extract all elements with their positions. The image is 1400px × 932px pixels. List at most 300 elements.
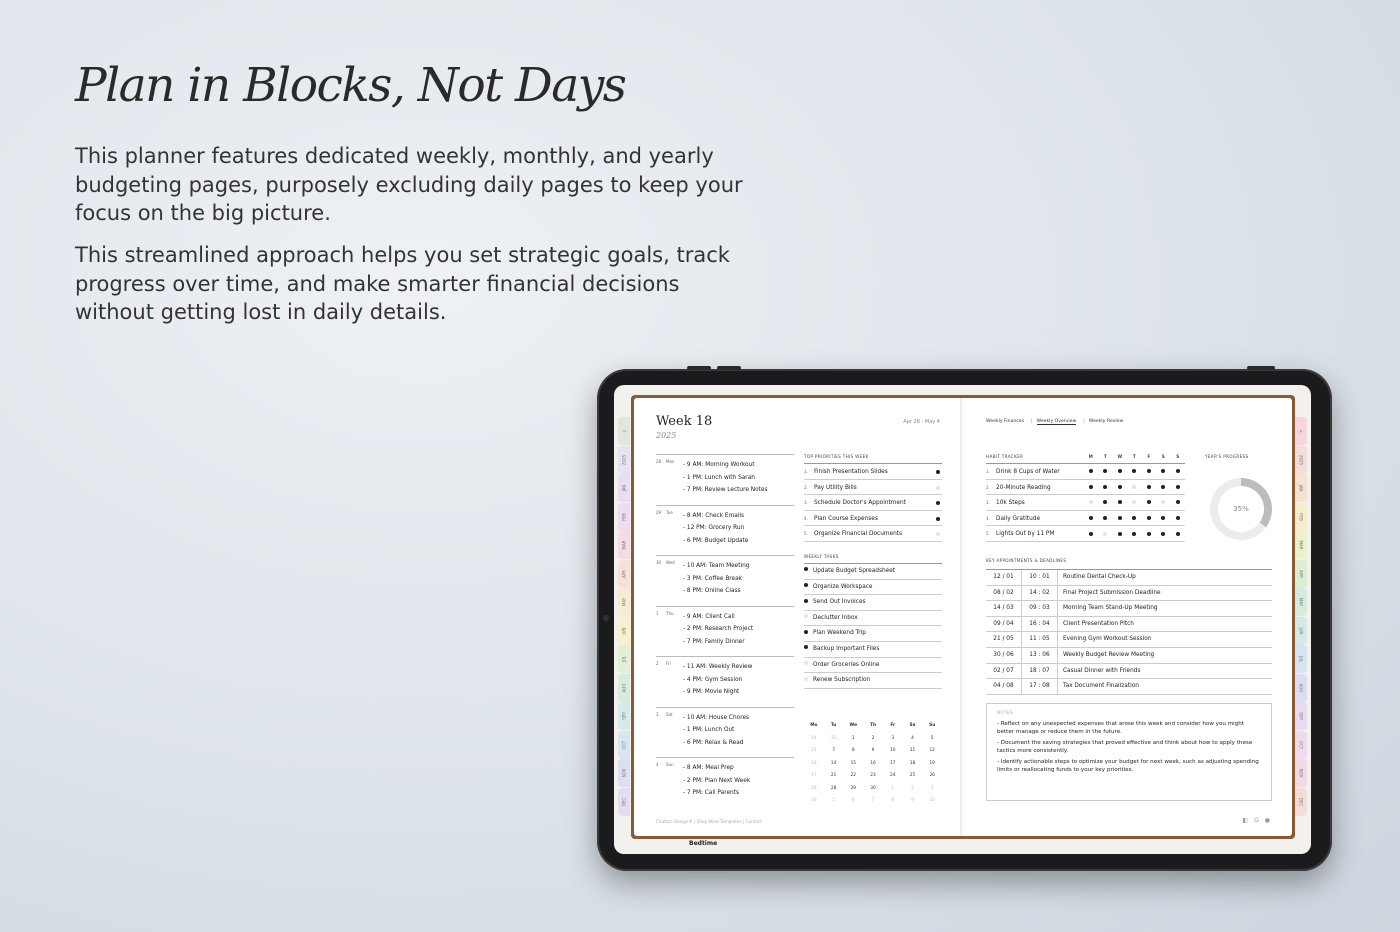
habit-cell[interactable] bbox=[1127, 511, 1142, 526]
day-block[interactable] bbox=[656, 606, 794, 657]
habit-dot bbox=[1161, 532, 1165, 536]
month-tab-jul-left[interactable] bbox=[618, 645, 630, 673]
event-item: - 8 AM: Meal Prep bbox=[683, 765, 734, 771]
calendar-day[interactable]: 9 bbox=[871, 748, 875, 753]
habit-number: 4. bbox=[986, 515, 990, 521]
day-block[interactable] bbox=[656, 555, 794, 606]
priority-label: Finish Presentation Slides bbox=[814, 469, 888, 475]
footer-icons bbox=[1242, 817, 1270, 824]
tab-label: JUL bbox=[621, 655, 627, 663]
habit-cell[interactable] bbox=[1156, 495, 1171, 510]
priority-number: 4. bbox=[804, 515, 808, 521]
month-tab-nov-left[interactable] bbox=[618, 759, 630, 787]
month-tab-oct-left[interactable] bbox=[618, 731, 630, 759]
habit-label-wrap bbox=[986, 480, 1084, 495]
task-check[interactable] bbox=[804, 645, 808, 649]
habit-dot bbox=[1132, 469, 1136, 473]
habit-cell[interactable] bbox=[1127, 480, 1142, 495]
calendar-day[interactable]: 19 bbox=[929, 760, 935, 766]
calendar-day[interactable]: 30 bbox=[870, 785, 876, 791]
habit-cell[interactable] bbox=[1084, 511, 1099, 526]
habit-cell[interactable] bbox=[1156, 526, 1171, 541]
day-number: 28 bbox=[656, 459, 662, 464]
weekday-label: Th bbox=[870, 723, 877, 728]
habit-dot bbox=[1147, 532, 1151, 536]
habit-number: 5. bbox=[986, 531, 990, 537]
calendar-day[interactable]: 1 bbox=[851, 735, 855, 741]
month-tab-oct-right[interactable] bbox=[1295, 731, 1307, 759]
goodnotes-icon[interactable]: G bbox=[1254, 817, 1259, 824]
habit-day-label: W bbox=[1117, 454, 1123, 459]
calendar-row bbox=[804, 745, 942, 758]
day-block[interactable] bbox=[656, 505, 794, 556]
priority-item[interactable] bbox=[804, 480, 942, 496]
month-tab-dec-left[interactable] bbox=[618, 788, 630, 816]
tab-label: SEP bbox=[1298, 712, 1304, 720]
task-check[interactable] bbox=[804, 567, 808, 571]
habit-day-label: F bbox=[1147, 454, 1151, 459]
habit-day-label: M bbox=[1088, 454, 1093, 459]
appointment-row[interactable] bbox=[986, 601, 1272, 617]
month-tab-sep-right[interactable] bbox=[1295, 702, 1307, 730]
tablet-device bbox=[597, 369, 1332, 871]
day-number: 29 bbox=[656, 509, 662, 515]
calendar-day[interactable]: 18 bbox=[811, 785, 817, 791]
habit-dot bbox=[1161, 469, 1165, 473]
tab-label: AUG bbox=[1298, 683, 1304, 692]
habit-dot bbox=[1176, 532, 1180, 536]
habit-dot bbox=[1132, 485, 1136, 489]
calendar-day[interactable]: 16 bbox=[870, 760, 876, 766]
habit-cell[interactable] bbox=[1127, 526, 1142, 541]
tab-label: MAR bbox=[621, 540, 627, 550]
task-check[interactable] bbox=[804, 661, 808, 665]
appointment-event: Routine Dental Check-Up bbox=[1063, 574, 1136, 580]
habit-cell[interactable] bbox=[1084, 526, 1099, 541]
habit-tracker bbox=[986, 454, 1185, 542]
appointment-time: 10 : 01 bbox=[1022, 570, 1058, 585]
habit-cell[interactable] bbox=[1113, 480, 1128, 495]
tab-label: DEC bbox=[1298, 797, 1304, 806]
appointment-row[interactable] bbox=[986, 664, 1272, 680]
month-tab-nov-right[interactable] bbox=[1295, 759, 1307, 787]
calendar-day[interactable]: 23 bbox=[870, 773, 876, 778]
month-tab-may-right[interactable] bbox=[1295, 588, 1307, 616]
appointment-event: Evening Gym Workout Session bbox=[1063, 636, 1152, 643]
tab-label: SEP bbox=[621, 712, 627, 720]
tab-label: FEB bbox=[1298, 512, 1304, 521]
calendar-row bbox=[804, 795, 942, 808]
habit-cell[interactable] bbox=[1171, 464, 1186, 479]
weekday-label: Mo bbox=[810, 723, 818, 728]
intro-paragraph: This planner features dedicated weekly, monthly, and yearly budgeting pages, purposely excluding daily pages to keep your focus on the big picture. bbox=[75, 144, 743, 225]
habit-dot bbox=[1132, 500, 1136, 504]
month-tab-may-left[interactable] bbox=[618, 588, 630, 616]
habit-cell[interactable] bbox=[1156, 480, 1171, 495]
day-number: 1 bbox=[656, 610, 659, 616]
habit-cell[interactable] bbox=[1084, 495, 1099, 510]
habit-dot bbox=[1103, 469, 1107, 473]
appointment-date: 21 / 05 bbox=[986, 632, 1022, 647]
day-name: Mon bbox=[666, 459, 675, 464]
calendar-day[interactable]: 8 bbox=[851, 748, 855, 753]
tab-label: JUL bbox=[1298, 655, 1304, 663]
task-label: Update Budget Spreadsheet bbox=[813, 567, 896, 574]
day-block[interactable] bbox=[656, 757, 794, 808]
habit-row bbox=[986, 480, 1185, 496]
appointment-event: Weekly Budget Review Meeting bbox=[1063, 651, 1155, 658]
task-item[interactable] bbox=[804, 673, 942, 689]
month-tab-apr-left[interactable] bbox=[618, 560, 630, 588]
weekday-label: Su bbox=[929, 723, 936, 728]
appointments-heading: KEY APPOINTMENTS & DEADLINES bbox=[986, 558, 1272, 570]
calendar-day[interactable]: 11 bbox=[909, 748, 916, 753]
tab-label: JAN bbox=[1298, 484, 1304, 492]
calendar-day[interactable]: 14 bbox=[811, 735, 817, 741]
month-tab-2025-right[interactable] bbox=[1295, 446, 1307, 474]
calendar-day[interactable]: 2 bbox=[871, 735, 875, 741]
habit-cell[interactable] bbox=[1127, 495, 1142, 510]
habit-dot bbox=[1103, 516, 1107, 520]
habit-label: 20-Minute Reading bbox=[996, 484, 1051, 491]
calendar-day[interactable]: 15 bbox=[850, 760, 857, 766]
priority-item[interactable] bbox=[804, 511, 942, 527]
habit-cell[interactable] bbox=[1127, 464, 1142, 479]
appointment-row[interactable] bbox=[986, 586, 1272, 602]
calendar-day[interactable]: 31 bbox=[830, 735, 837, 741]
calendar-day[interactable]: 17 bbox=[890, 760, 896, 766]
calendar-day[interactable]: 25 bbox=[909, 773, 916, 778]
appointment-row[interactable] bbox=[986, 632, 1272, 648]
habit-dot bbox=[1176, 469, 1180, 473]
tab-label: APR bbox=[1298, 569, 1304, 578]
calendar-day[interactable]: 7 bbox=[832, 748, 835, 753]
priority-item[interactable] bbox=[804, 464, 942, 480]
calendar-day[interactable]: 6 bbox=[851, 798, 855, 803]
task-check[interactable] bbox=[804, 614, 808, 618]
task-label: Plan Weekend Trip bbox=[813, 630, 866, 637]
event-item: - 1 PM: Lunch with Sarah bbox=[683, 474, 755, 481]
nav-separator: | bbox=[1083, 419, 1085, 424]
priority-label: Organize Financial Documents bbox=[814, 531, 903, 538]
calendar-day[interactable]: 5 bbox=[930, 735, 934, 741]
event-item: - 6 PM: Budget Update bbox=[683, 537, 749, 544]
calendar-day[interactable]: 26 bbox=[929, 773, 935, 778]
appointment-date: 14 / 03 bbox=[986, 601, 1022, 616]
month-tab-jun-left[interactable] bbox=[618, 617, 630, 645]
habit-dot bbox=[1118, 485, 1122, 489]
task-item[interactable] bbox=[804, 580, 942, 596]
tab-label: MAY bbox=[621, 597, 627, 607]
apple-icon[interactable]: ● bbox=[1264, 817, 1270, 824]
appointment-row[interactable] bbox=[986, 679, 1272, 695]
weekday-label: We bbox=[849, 723, 858, 728]
event-item: - 9 PM: Movie Night bbox=[683, 689, 740, 696]
calendar-day[interactable]: 10 bbox=[929, 798, 935, 803]
day-number: 4 bbox=[656, 762, 659, 767]
habit-label-wrap bbox=[986, 511, 1084, 526]
calendar-row bbox=[804, 733, 942, 746]
calendar-day[interactable]: 17 bbox=[811, 773, 817, 778]
month-tab-apr-right[interactable] bbox=[1295, 560, 1307, 588]
calendar-day[interactable]: 3 bbox=[891, 735, 895, 741]
calendar-row bbox=[804, 770, 942, 783]
priority-check[interactable] bbox=[936, 517, 940, 521]
month-tab-home-right[interactable] bbox=[1295, 417, 1307, 445]
calendar-day[interactable]: 22 bbox=[850, 773, 857, 778]
calendar-day[interactable]: 24 bbox=[890, 773, 896, 778]
habit-dot bbox=[1118, 532, 1122, 536]
appointment-time: 16 : 04 bbox=[1022, 617, 1058, 632]
month-tab-mar-left[interactable] bbox=[618, 531, 630, 559]
month-tab-jan-left[interactable] bbox=[618, 474, 630, 502]
tab-label: DEC bbox=[621, 797, 627, 806]
tab-label: 2025 bbox=[621, 454, 627, 465]
month-tab-sep-left[interactable] bbox=[618, 702, 630, 730]
event-item: - 8 AM: Check Emails bbox=[683, 512, 745, 519]
page-nav bbox=[986, 419, 1126, 424]
task-item[interactable] bbox=[804, 626, 942, 642]
appointment-time: 18 : 07 bbox=[1022, 664, 1058, 679]
appointment-time: 14 : 02 bbox=[1022, 586, 1058, 601]
priority-item[interactable] bbox=[804, 526, 942, 542]
habit-cell[interactable] bbox=[1098, 464, 1113, 479]
task-item[interactable] bbox=[804, 564, 942, 580]
notability-icon[interactable]: ◧ bbox=[1242, 817, 1249, 824]
priority-check[interactable] bbox=[936, 501, 940, 505]
tab-label: MAY bbox=[1298, 597, 1304, 607]
priority-check[interactable] bbox=[936, 470, 940, 474]
task-item[interactable] bbox=[804, 642, 942, 658]
task-check[interactable] bbox=[804, 630, 808, 634]
habit-cell[interactable] bbox=[1156, 511, 1171, 526]
appointment-time: 11 : 05 bbox=[1022, 632, 1058, 647]
month-tab-2025-left[interactable] bbox=[618, 446, 630, 474]
calendar-day[interactable]: 15 bbox=[811, 748, 817, 753]
priority-check[interactable] bbox=[936, 532, 940, 536]
task-label: Order Groceries Online bbox=[813, 661, 880, 668]
calendar-day[interactable]: 8 bbox=[891, 798, 895, 803]
weekday-label: Sa bbox=[909, 723, 916, 728]
weekday-label: Tu bbox=[830, 723, 837, 728]
month-tab-aug-right[interactable] bbox=[1295, 674, 1307, 702]
calendar-day[interactable]: 14 bbox=[830, 760, 837, 766]
calendar-day[interactable]: 21 bbox=[830, 773, 837, 778]
task-check[interactable] bbox=[804, 583, 808, 587]
task-item[interactable] bbox=[804, 658, 942, 674]
habit-number: 1. bbox=[986, 469, 990, 474]
appointment-date: 02 / 07 bbox=[986, 664, 1022, 679]
appointment-time: 17 : 08 bbox=[1022, 679, 1058, 694]
task-check[interactable] bbox=[804, 677, 808, 681]
month-tab-jan-right[interactable] bbox=[1295, 474, 1307, 502]
tab-label: OCT bbox=[1298, 740, 1304, 749]
priority-item[interactable] bbox=[804, 495, 942, 511]
power-button bbox=[1247, 366, 1275, 370]
habit-cell[interactable] bbox=[1084, 480, 1099, 495]
nav-link[interactable]: Weekly Review bbox=[1088, 419, 1124, 424]
appointment-row[interactable] bbox=[986, 570, 1272, 586]
note-item: - Document the saving strategies that proved effective and think about how to apply these tactics more consistently. bbox=[997, 740, 1253, 754]
event-item: - 2 PM: Research Project bbox=[683, 626, 754, 633]
day-name: Fri bbox=[666, 661, 671, 666]
habit-cell[interactable] bbox=[1171, 526, 1186, 541]
calendar-day[interactable]: 4 bbox=[911, 735, 914, 741]
habit-cell[interactable] bbox=[1113, 464, 1128, 479]
priority-check[interactable] bbox=[936, 486, 940, 490]
habit-cell[interactable] bbox=[1171, 495, 1186, 510]
habit-cell[interactable] bbox=[1113, 526, 1128, 541]
event-item: - 7 PM: Call Parents bbox=[683, 790, 739, 797]
habit-dot bbox=[1118, 500, 1122, 504]
headline: Plan in Blocks, Not Days bbox=[75, 58, 626, 113]
habit-cell[interactable] bbox=[1142, 495, 1157, 510]
day-block[interactable] bbox=[656, 454, 794, 505]
habit-cell[interactable] bbox=[1142, 526, 1157, 541]
habit-dot bbox=[1089, 500, 1093, 504]
calendar-day[interactable]: 3 bbox=[930, 785, 934, 791]
event-item: - 10 AM: House Chores bbox=[683, 714, 750, 721]
appointment-event: Client Presentation Pitch bbox=[1063, 620, 1134, 627]
day-number: 3 bbox=[656, 711, 659, 717]
nav-link[interactable]: Weekly Finances bbox=[986, 419, 1025, 424]
day-name: Wed bbox=[666, 560, 675, 565]
habit-cell[interactable] bbox=[1156, 464, 1171, 479]
notes-box[interactable] bbox=[986, 703, 1272, 801]
month-tab-feb-right[interactable] bbox=[1295, 503, 1307, 531]
habit-dot bbox=[1176, 485, 1180, 489]
month-tab-aug-left[interactable] bbox=[618, 674, 630, 702]
habit-cell[interactable] bbox=[1142, 511, 1157, 526]
event-item: - 7 PM: Family Dinner bbox=[683, 638, 745, 645]
tablet-screen bbox=[614, 385, 1311, 854]
habit-cell[interactable] bbox=[1084, 464, 1099, 479]
habit-cell[interactable] bbox=[1113, 495, 1128, 510]
month-tab-mar-right[interactable] bbox=[1295, 531, 1307, 559]
volume-button bbox=[717, 366, 741, 370]
habit-day-label: T bbox=[1132, 454, 1136, 459]
habit-dot bbox=[1089, 516, 1093, 520]
habit-dot bbox=[1161, 516, 1165, 520]
task-label: Backup Important Files bbox=[813, 645, 880, 652]
habit-row bbox=[986, 526, 1185, 542]
calendar-day[interactable]: 28 bbox=[830, 785, 837, 791]
tab-label: FEB bbox=[621, 512, 627, 521]
habit-cell[interactable] bbox=[1113, 511, 1128, 526]
task-check[interactable] bbox=[804, 599, 808, 603]
habit-dot bbox=[1147, 516, 1151, 520]
event-item: - 7 PM: Review Lecture Notes bbox=[683, 487, 768, 494]
day-block[interactable] bbox=[656, 707, 794, 758]
day-number: 2 bbox=[656, 661, 659, 666]
appointment-row[interactable] bbox=[986, 617, 1272, 633]
home-icon: ⌂ bbox=[621, 429, 627, 433]
calendar-day[interactable]: 10 bbox=[890, 748, 896, 753]
task-item[interactable] bbox=[804, 611, 942, 627]
calendar-day[interactable]: 19 bbox=[811, 798, 817, 803]
task-label: Send Out Invoices bbox=[813, 599, 866, 606]
month-tabs-left bbox=[618, 417, 630, 816]
calendar-day[interactable]: 18 bbox=[909, 760, 916, 766]
habit-day-label: T bbox=[1103, 454, 1107, 459]
nav-link[interactable]: Weekly Overview bbox=[1036, 419, 1077, 424]
calendar-day[interactable]: 16 bbox=[811, 760, 817, 766]
week-range: Apr 28 - May 4 bbox=[903, 419, 940, 425]
calendar-day[interactable]: 5 bbox=[832, 798, 835, 803]
day-block[interactable] bbox=[656, 656, 794, 707]
lines-icon: ≡ bbox=[1298, 429, 1304, 433]
habit-label: Daily Gratitude bbox=[996, 515, 1041, 522]
habit-heading: HABIT TRACKER bbox=[986, 454, 1024, 459]
priorities-heading: TOP PRIORITIES THIS WEEK bbox=[804, 454, 942, 464]
day-name: Thu bbox=[666, 610, 674, 616]
task-item[interactable] bbox=[804, 595, 942, 611]
day-number: 30 bbox=[656, 560, 662, 565]
habit-dot bbox=[1176, 516, 1180, 520]
habit-cell[interactable] bbox=[1098, 480, 1113, 495]
habit-number: 3. bbox=[986, 500, 990, 506]
habit-dot bbox=[1118, 516, 1122, 520]
planner-book bbox=[631, 395, 1295, 839]
month-tab-feb-left[interactable] bbox=[618, 503, 630, 531]
calendar-row bbox=[804, 783, 942, 796]
tab-label: APR bbox=[621, 569, 627, 578]
month-tab-jun-right[interactable] bbox=[1295, 617, 1307, 645]
habit-dot bbox=[1089, 469, 1093, 473]
habit-cell[interactable] bbox=[1171, 511, 1186, 526]
calendar-day[interactable]: 9 bbox=[911, 798, 914, 803]
calendar-day[interactable]: 12 bbox=[929, 748, 935, 753]
habit-cell[interactable] bbox=[1098, 526, 1113, 541]
day-name: Sun bbox=[666, 762, 674, 767]
habit-cell[interactable] bbox=[1098, 495, 1113, 510]
day-name: Sat bbox=[666, 711, 673, 717]
habit-cell[interactable] bbox=[1142, 464, 1157, 479]
habit-row bbox=[986, 464, 1185, 480]
habit-label-wrap bbox=[986, 495, 1084, 510]
appointment-row[interactable] bbox=[986, 648, 1272, 664]
appointment-time: 09 : 03 bbox=[1022, 601, 1058, 616]
calendar-day[interactable]: 2 bbox=[911, 785, 914, 791]
habit-cell[interactable] bbox=[1171, 480, 1186, 495]
mini-calendar bbox=[804, 720, 942, 808]
month-tab-jul-right[interactable] bbox=[1295, 645, 1307, 673]
month-tab-home-left[interactable] bbox=[618, 417, 630, 445]
priority-label: Schedule Doctor's Appointment bbox=[814, 500, 906, 507]
habit-day-label: S bbox=[1161, 454, 1165, 459]
calendar-day[interactable]: 1 bbox=[891, 785, 895, 791]
tab-label: NOV bbox=[621, 768, 627, 778]
habit-dot bbox=[1103, 532, 1107, 536]
month-tabs-right bbox=[1295, 417, 1307, 816]
tab-label: JUN bbox=[621, 626, 627, 635]
habit-label-wrap bbox=[986, 464, 1084, 479]
footer-links[interactable]: Chattan Design® | Shop More Templates | Contact bbox=[656, 819, 762, 824]
habit-cell[interactable] bbox=[1098, 511, 1113, 526]
habit-cell[interactable] bbox=[1142, 480, 1157, 495]
calendar-day[interactable]: 29 bbox=[850, 785, 857, 791]
appointment-event: Final Project Submission Deadline bbox=[1063, 589, 1161, 596]
note-item: - Identify actionable steps to optimize your budget for next week, such as adjusting spending limits or reallocating funds to your key priorities. bbox=[997, 759, 1259, 773]
event-item: - 6 PM: Relax & Read bbox=[683, 739, 744, 746]
habit-dot bbox=[1147, 469, 1151, 473]
calendar-day[interactable]: 7 bbox=[871, 798, 875, 803]
month-tab-dec-right[interactable] bbox=[1295, 788, 1307, 816]
day-name: Tue bbox=[666, 509, 673, 515]
tasks-heading: WEEKLY TASKS bbox=[804, 554, 942, 564]
appointments bbox=[986, 558, 1272, 695]
habit-label: 10k Steps bbox=[996, 500, 1025, 507]
